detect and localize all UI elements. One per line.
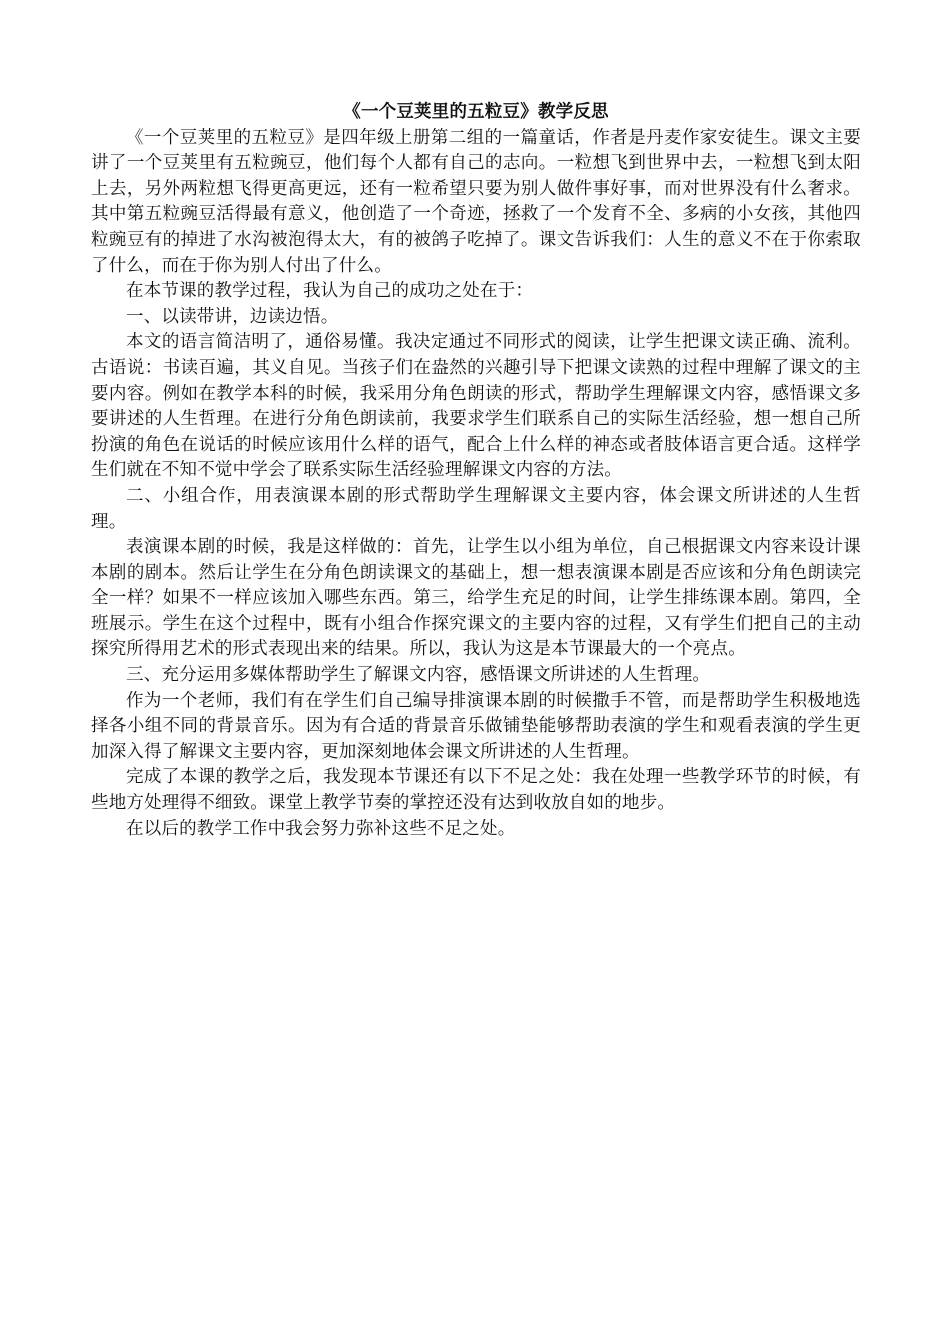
document-page [91, 100, 861, 842]
paragraph-point-two: 表演课本剧的时候，我是这样做的：首先，让学生以小组为单位，自己根据课文内容来设计课本剧的剧本。然后让学生在分角色朗读课文的基础上，想一想表演课本剧是否应该和分角色朗读完全一样？如果不一样应该加入哪些东西。第三，给学生充足的时间，让学生排练课本剧。第四，全班展示。学生在这个过程中，既有小组合作探究课文的主要内容的过程，又有学生们把自己的主动探究所得用艺术的形式表现出来的结果。所以，我认为这是本节课最大的一个亮点。 [91, 537, 861, 660]
paragraph-point-one: 本文的语言简洁明了，通俗易懂。我决定通过不同形式的阅读，让学生把课文读正确、流利。古语说：书读百遍，其义自见。当孩子们在盎然的兴趣引导下把课文读熟的过程中理解了课文的主要内容。例如在教学本科的时候，我采用分角色朗读的形式，帮助学生理解课文内容，感悟课文多要讲述的人生哲理。在进行分角色朗读前，我要求学生们联系自己的实际生活经验，想一想自己所扮演的角色在说话的时候应该用什么样的语气，配合上什么样的神态或者肢体语言更合适。这样学生们就在不知不觉中学会了联系实际生活经验理解课文内容的方法。 [91, 332, 861, 481]
heading-point-two: 二、小组合作，用表演课本剧的形式帮助学生理解课文主要内容，体会课文所讲述的人生哲理。 [91, 485, 861, 532]
paragraph-conclusion: 在以后的教学工作中我会努力弥补这些不足之处。 [126, 818, 516, 839]
paragraph-shortcomings: 完成了本课的教学之后，我发现本节课还有以下不足之处：我在处理一些教学环节的时候，有些地方处理得不细致。课堂上教学节奏的掌控还没有达到收放自如的地步。 [91, 767, 861, 814]
paragraph-introduction: 《一个豆荚里的五粒豆》是四年级上册第二组的一篇童话，作者是丹麦作家安徒生。课文主要讲了一个豆荚里有五粒豌豆，他们每个人都有自己的志向。一粒想飞到世界中去，一粒想飞到太阳上去，另外两粒想飞得更高更远，还有一粒希望只要为别人做件事好事，而对世界没有什么奢求。其中第五粒豌豆活得最有意义，他创造了一个奇迹，拯救了一个发育不全、多病的小女孩，其他四粒豌豆有的掉进了水沟被泡得太大，有的被鸽子吃掉了。课文告诉我们：人生的意义不在于你索取了什么，而在于你为别人付出了什么。 [91, 127, 861, 276]
paragraph-success-intro: 在本节课的教学过程，我认为自己的成功之处在于： [126, 281, 534, 302]
heading-point-three: 三、充分运用多媒体帮助学生了解课文内容，感悟课文所讲述的人生哲理。 [126, 665, 711, 686]
heading-point-one: 一、以读带讲，边读边悟。 [126, 306, 339, 327]
paragraph-point-three: 作为一个老师，我们有在学生们自己编导排演课本剧的时候撒手不管，而是帮助学生积极地选择各小组不同的背景音乐。因为有合适的背景音乐做铺垫能够帮助表演的学生和观看表演的学生更加深入得了解课文主要内容，更加深刻地体会课文所讲述的人生哲理。 [91, 690, 861, 762]
document-title: 《一个豆荚里的五粒豆》教学反思 [343, 102, 609, 122]
